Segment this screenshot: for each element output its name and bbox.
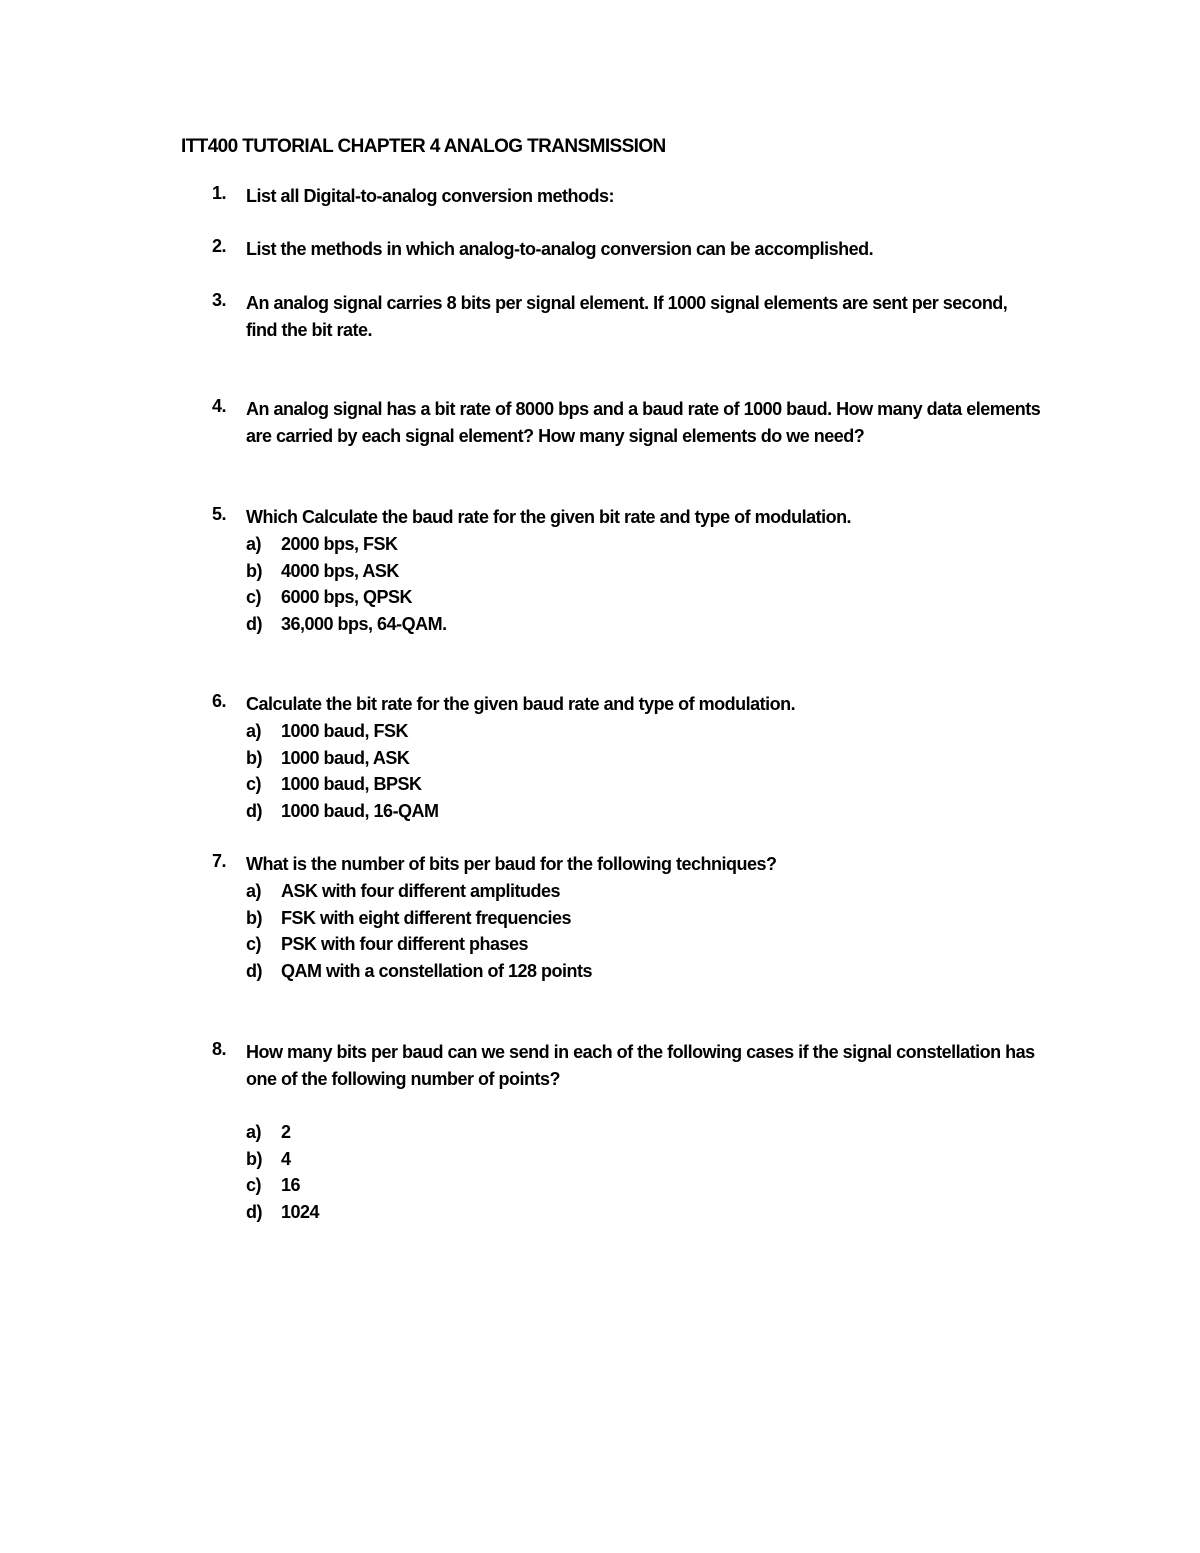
option-text: 16	[281, 1175, 301, 1196]
option-text: 2	[281, 1122, 291, 1142]
option-text: 1000 baud, FSK	[281, 721, 409, 741]
option-letter: c)	[246, 934, 262, 955]
option-letter: c)	[246, 587, 262, 608]
question-5	[212, 504, 1042, 638]
option-item	[246, 584, 1042, 611]
question-number: 5.	[212, 504, 227, 524]
option-list	[246, 1119, 1042, 1226]
option-text: PSK with four different phases	[281, 934, 529, 955]
option-letter: a)	[246, 881, 262, 901]
option-list	[246, 531, 1042, 638]
option-item	[246, 718, 1042, 745]
question-number: 4.	[212, 396, 227, 416]
question-1	[212, 183, 1042, 210]
question-text: An analog signal carries 8 bits per signal element. If 1000 signal elements are sent per second, find the bit rate.	[246, 293, 1008, 340]
question-number: 2.	[212, 236, 227, 256]
option-letter: b)	[246, 907, 262, 928]
question-number: 8.	[212, 1039, 227, 1059]
option-letter: c)	[246, 774, 262, 795]
question-4	[212, 396, 1042, 450]
option-letter: a)	[246, 1122, 262, 1142]
question-2	[212, 236, 1042, 263]
question-text: How many bits per baud can we send in each of the following cases if the signal constellation has one of the following number of points?	[246, 1042, 1035, 1089]
option-letter: a)	[246, 721, 262, 741]
option-text: 36,000 bps, 64-QAM.	[281, 614, 447, 635]
option-text: FSK with eight different frequencies	[281, 907, 572, 928]
option-text: QAM with a constellation of 128 points	[281, 961, 593, 982]
option-item	[246, 931, 1042, 958]
option-item	[246, 745, 1042, 772]
option-letter: d)	[246, 614, 262, 635]
option-text: 1000 baud, ASK	[281, 747, 410, 768]
option-letter: d)	[246, 1202, 262, 1223]
option-text: 4	[281, 1148, 291, 1169]
option-letter: d)	[246, 961, 262, 982]
option-letter: b)	[246, 1148, 262, 1169]
question-text: Calculate the bit rate for the given baud rate and type of modulation.	[246, 694, 796, 714]
option-item	[246, 558, 1042, 585]
option-letter: b)	[246, 747, 262, 768]
option-item	[246, 798, 1042, 825]
question-3	[212, 290, 1042, 344]
option-letter: b)	[246, 560, 262, 581]
question-text: Which Calculate the baud rate for the given bit rate and type of modulation.	[246, 507, 852, 527]
option-item	[246, 905, 1042, 932]
option-text: 1000 baud, 16-QAM	[281, 801, 439, 822]
option-item	[246, 1172, 1042, 1199]
question-text: List the methods in which analog-to-analog conversion can be accomplished.	[246, 239, 874, 259]
question-8	[212, 1039, 1042, 1226]
question-6	[212, 691, 1042, 825]
question-text: An analog signal has a bit rate of 8000 bps and a baud rate of 1000 baud. How many data elements are carried by each signal element? How many signal elements do we need?	[246, 399, 1041, 446]
option-text: ASK with four different amplitudes	[281, 881, 561, 901]
option-item	[246, 1146, 1042, 1173]
question-number: 7.	[212, 851, 227, 871]
option-list	[246, 718, 1042, 825]
option-letter: c)	[246, 1175, 262, 1196]
question-number: 6.	[212, 691, 227, 711]
document-title: ITT400 TUTORIAL CHAPTER 4 ANALOG TRANSMISSION	[181, 136, 666, 157]
option-item	[246, 1199, 1042, 1226]
option-text: 4000 bps, ASK	[281, 560, 399, 581]
option-item	[246, 531, 1042, 558]
option-letter: a)	[246, 534, 262, 554]
option-item	[246, 878, 1042, 905]
question-text: What is the number of bits per baud for the following techniques?	[246, 854, 777, 874]
question-text: List all Digital-to-analog conversion methods:	[246, 186, 615, 206]
question-number: 3.	[212, 290, 227, 310]
option-list	[246, 878, 1042, 985]
option-text: 1000 baud, BPSK	[281, 774, 422, 795]
question-7	[212, 851, 1042, 985]
option-letter: d)	[246, 801, 262, 822]
option-item	[246, 1119, 1042, 1146]
option-item	[246, 611, 1042, 638]
option-text: 2000 bps, FSK	[281, 534, 398, 554]
option-text: 6000 bps, QPSK	[281, 587, 413, 608]
option-item	[246, 958, 1042, 985]
option-item	[246, 771, 1042, 798]
question-number: 1.	[212, 183, 227, 203]
option-text: 1024	[281, 1202, 320, 1223]
